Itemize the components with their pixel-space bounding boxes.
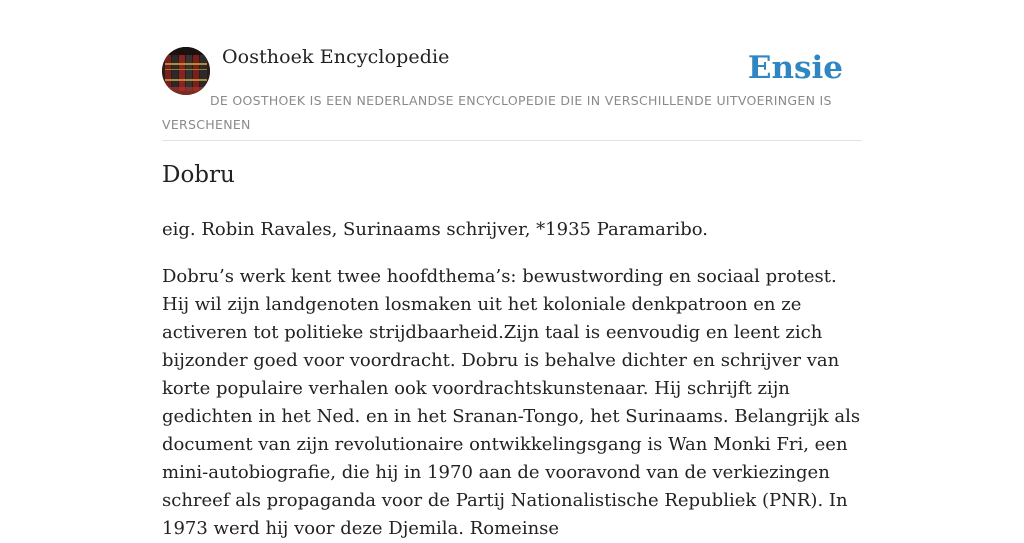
site-name[interactable]: Oosthoek Encyclopedie bbox=[222, 46, 450, 68]
article-lead: eig. Robin Ravales, Surinaams schrijver, *1935 Paramaribo. bbox=[162, 219, 708, 240]
article-body: Dobru’s werk kent twee hoofdthema’s: bewustwording en sociaal protest. Hij wil zijn landgenoten losmaken uit het koloniale denkpatroon en ze activeren tot politieke strijdbaarheid.Zijn taal is eenvoudig en leent zich bijzonder goed voor voordracht. Dobru is behalve dichter en schrijver van korte populaire verhalen ook voordrachtskunstenaar. Hij schrijft zijn gedichten in het Ned. en in het Sranan-Tongo, het Surinaams. Belangrijk als document van zijn revolutionaire ontwikkelingsgang is Wan Monki Fri, een mini-autobiografie, die hij in 1970 aan de vooravond van de verkiezingen schreef als propaganda voor de Partij Nationalistische Republiek (PNR). In 1973 werd hij voor deze Djemila. Romeinse bbox=[162, 266, 861, 539]
site-avatar[interactable] bbox=[162, 47, 210, 95]
article-title: Dobru bbox=[162, 162, 235, 188]
site-tagline: DE OOSTHOEK IS EEN NEDERLANDSE ENCYCLOPEDIE DIE IN VERSCHILLENDE UITVOERINGEN IS VERSCHENEN bbox=[162, 93, 832, 132]
encyclopedia-books-icon bbox=[162, 47, 210, 95]
page bbox=[162, 0, 862, 539]
site-header bbox=[162, 0, 862, 141]
brand-logo[interactable]: Ensie bbox=[747, 50, 843, 86]
